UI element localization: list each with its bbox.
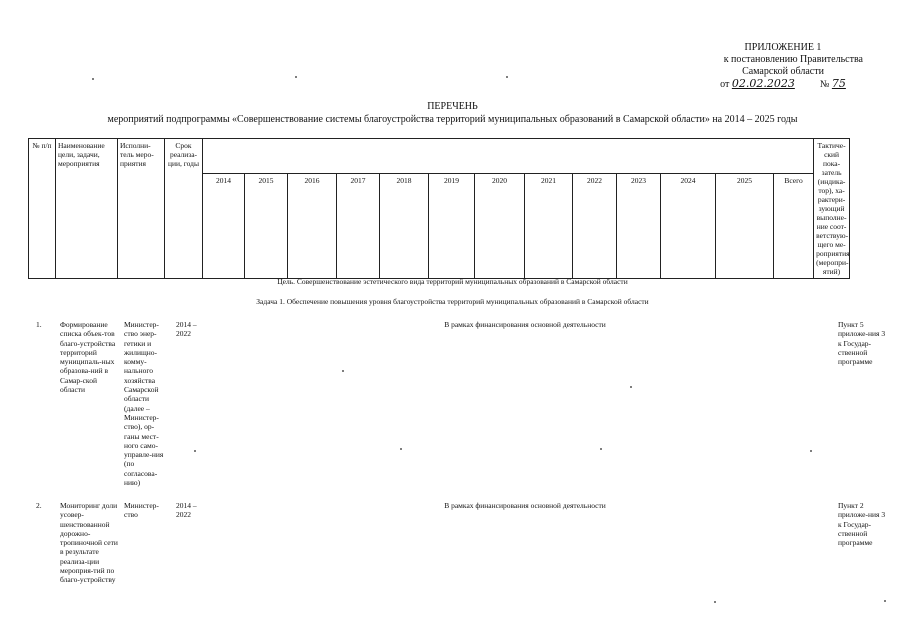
header-table (28, 138, 850, 279)
document-title: ПЕРЕЧЕНЬ (427, 101, 478, 112)
year-header: 2017 (337, 173, 380, 278)
year-header-total: Всего (774, 173, 814, 278)
number-label: № (819, 79, 830, 90)
year-header: 2021 (525, 173, 573, 278)
row-indicator: Пункт 2 приложе-ния 3 к Государ-ственной программе (838, 501, 886, 548)
task-line: Задача 1. Обеспечение повышения уровня благоустройства территорий муниципальных образований в Самарской области (256, 297, 649, 306)
goal-line: Цель. Совершенствование эстетического вида территорий муниципальных образований в Самарской области (277, 277, 628, 286)
col-header-executor: Исполни-тель меро-приятия (118, 139, 165, 279)
scan-speck (295, 76, 297, 78)
appendix-date-line (663, 78, 863, 91)
document-subtitle: мероприятий подпрограммы «Совершенствование системы благоустройства территорий муниципальных образований в Самарской области» на 2014 – 2025 годы (107, 114, 798, 125)
appendix-title: ПРИЛОЖЕНИЕ 1 (744, 42, 822, 53)
scan-speck (400, 448, 402, 450)
row-funding: В рамках финансирования основной деятельности (444, 320, 606, 329)
year-header: 2019 (429, 173, 475, 278)
handwritten-number: 75 (831, 77, 846, 90)
from-label: от (720, 79, 730, 90)
scan-speck (884, 600, 886, 602)
row-funding: В рамках финансирования основной деятельности (444, 501, 606, 510)
scan-speck (92, 78, 94, 80)
year-header: 2020 (475, 173, 525, 278)
appendix-header (663, 42, 863, 91)
col-header-term: Срок реализа-ции, годы (165, 139, 203, 279)
scan-speck (342, 370, 344, 372)
year-header: 2022 (573, 173, 617, 278)
year-header: 2016 (288, 173, 337, 278)
appendix-line2: к постановлению Правительства (723, 54, 863, 65)
row-indicator: Пункт 5 приложе-ния 3 к Государ-ственной программе (838, 320, 886, 367)
scan-speck (714, 601, 716, 603)
row-name: Формирование списка объек-тов благо-устройства территорий муниципаль-ных образова-ний в Самар-ской области (60, 320, 116, 395)
scan-speck (506, 76, 508, 78)
col-header-num: № п/п (29, 139, 56, 279)
handwritten-date: 02.02.2023 (731, 77, 795, 90)
year-header: 2018 (380, 173, 429, 278)
scan-speck (194, 450, 196, 452)
row-term: 2014 – 2022 (176, 320, 197, 339)
scan-speck (810, 450, 812, 452)
row-term: 2014 – 2022 (176, 501, 197, 520)
appendix-line3: Самарской области (742, 66, 824, 77)
row-number: 2. (36, 501, 42, 510)
year-header: 2023 (617, 173, 661, 278)
year-header: 2015 (245, 173, 288, 278)
col-header-years-group (203, 139, 814, 174)
col-header-name: Наименование цели, задачи, мероприятия (56, 139, 118, 279)
row-executor: Министер-ство энер-гетики и жилищно-комму-нального хозяйства Самарской области (далее – Министер-ство), ор-ганы мест-ного само-управле-ния (по согласова-нию) (124, 320, 164, 488)
year-header: 2014 (203, 173, 245, 278)
row-number: 1. (36, 320, 42, 329)
scan-speck (630, 386, 632, 388)
scan-speck (600, 448, 602, 450)
row-executor: Министер-ство (124, 501, 159, 520)
year-header: 2025 (716, 173, 774, 278)
year-header: 2024 (661, 173, 716, 278)
col-header-indicator: Тактиче-ский пока-затель (индика-тор), ха-рактери-зующий выполне-ние соот-ветствую-щего ме-роприятия (меропри-ятий) (814, 139, 850, 279)
row-name: Мониторинг доли усовер-шенствованной дорожно-тропиночной сети в результате реализа-ции мероприя-тий по благо-устройству (60, 501, 118, 585)
